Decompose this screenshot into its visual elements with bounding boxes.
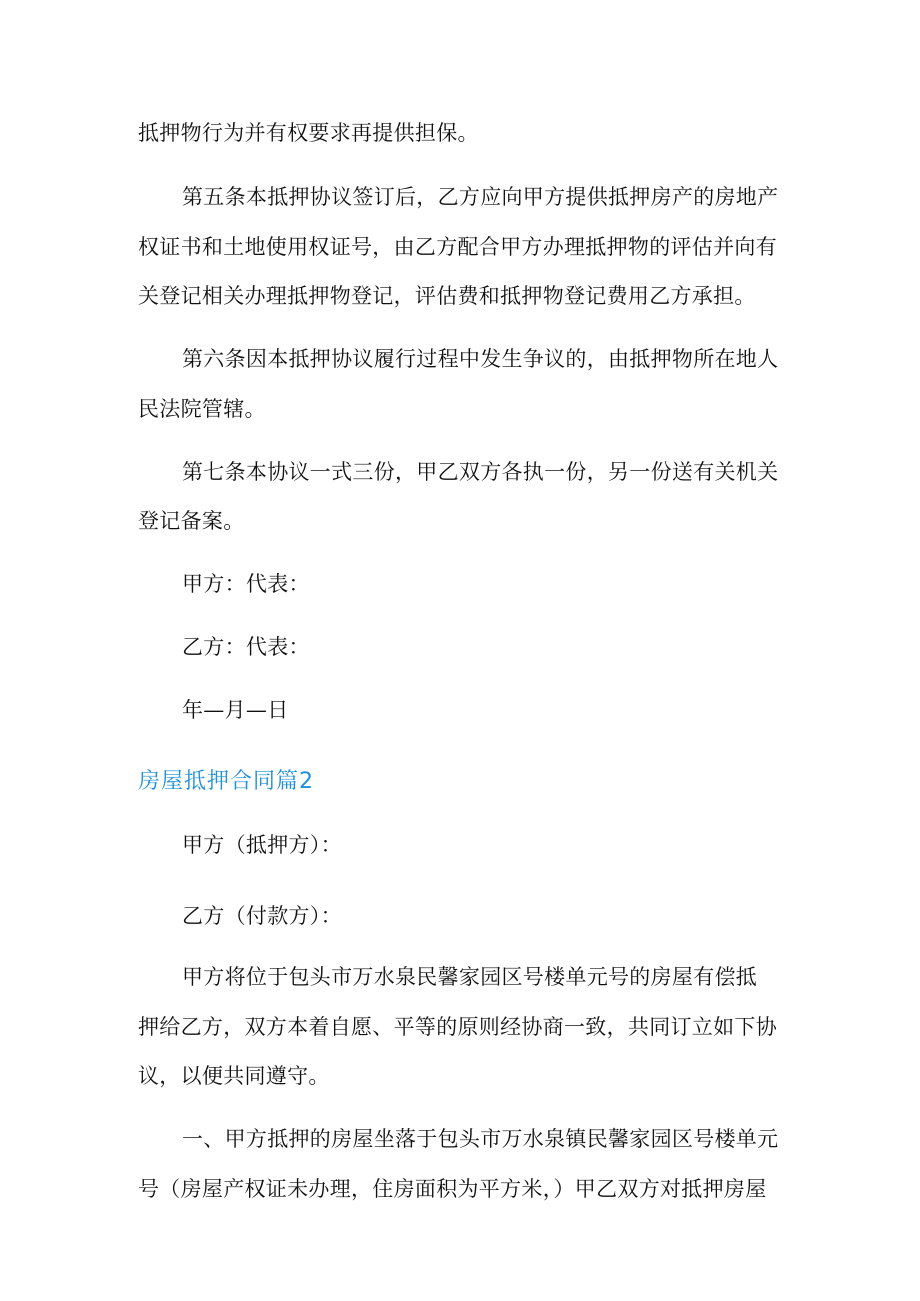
signature-date: 年—月—日 [182,698,289,722]
paragraph-line: 民法院管辖。 [138,397,266,421]
section-heading: 房屋抵押合同篇2 [138,769,314,794]
party-b-label: 乙方（付款方）： [182,904,342,928]
signature-party-b: 乙方：代表： [182,635,310,659]
paragraph-line: 押给乙方，双方本着自愿、平等的原则经协商一致，共同订立如下协 [138,1015,777,1039]
paragraph-line: 第七条本协议一式三份，甲乙双方各执一份，另一份送有关机关 [182,460,779,484]
paragraph-line: 第六条因本抵押协议履行过程中发生争议的，由抵押物所在地人 [182,347,779,371]
paragraph-line: 权证书和土地使用权证号，由乙方配合甲方办理抵押物的评估并向有 [138,235,777,259]
paragraph-line: 抵押物行为并有权要求再提供担保。 [138,121,479,145]
paragraph-line: 关登记相关办理抵押物登记，评估费和抵押物登记费用乙方承担。 [138,284,756,308]
paragraph-line: 登记备案。 [138,509,245,533]
paragraph-line: 一、甲方抵押的房屋坐落于包头市万水泉镇民馨家园区号楼单元 [182,1127,779,1151]
signature-party-a: 甲方：代表： [182,572,310,596]
paragraph-line: 甲方将位于包头市万水泉民馨家园区号楼单元号的房屋有偿抵 [182,965,758,989]
party-a-label: 甲方（抵押方）： [182,833,342,857]
paragraph-line: 第五条本抵押协议签订后，乙方应向甲方提供抵押房产的房地产 [182,185,779,209]
paragraph-line: 议，以便共同遵守。 [138,1064,330,1088]
paragraph-line: 号（房屋产权证未办理，住房面积为平方米，）甲乙双方对抵押房屋 [138,1177,767,1201]
